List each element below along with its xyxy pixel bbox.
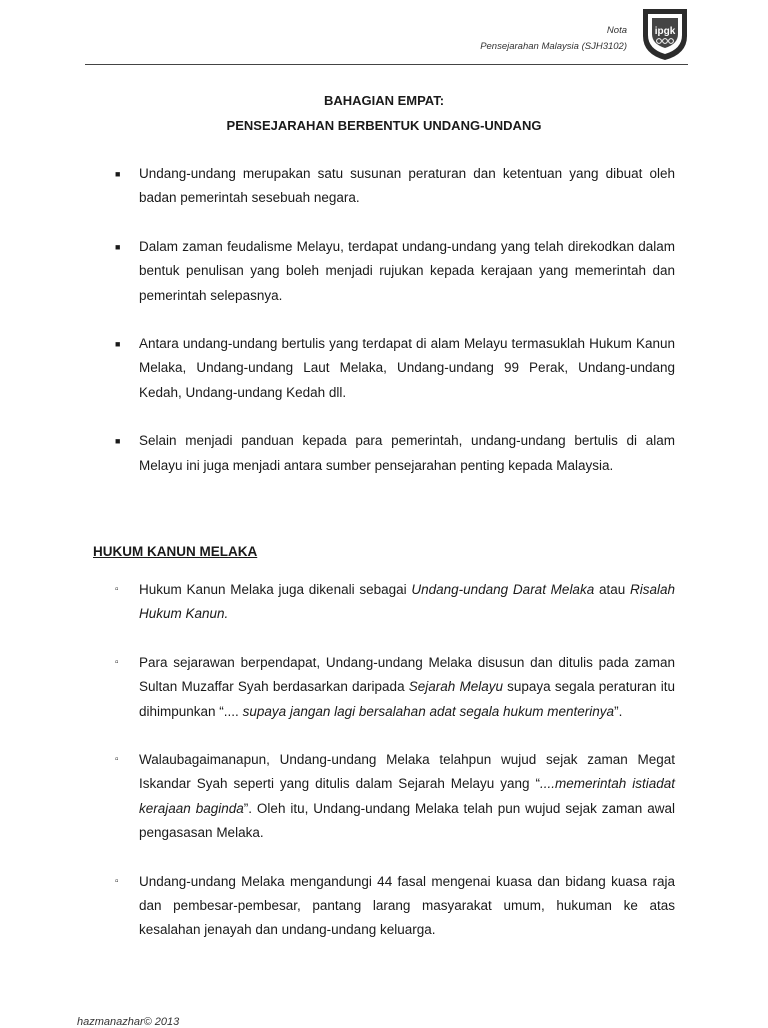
- paragraph-text: Selain menjadi panduan kepada para pemerintah, undang-undang bertulis di alam Melayu ini juga menjadi antara sumber pensejarahan penting kepada Malaysia.: [139, 433, 675, 473]
- page-subtitle: PENSEJARAHAN BERBENTUK UNDANG-UNDANG: [226, 118, 542, 133]
- list-item: [114, 235, 675, 308]
- header-nota: Nota: [606, 25, 627, 36]
- header-course-title: Pensejarahan Malaysia (SJH3102): [480, 41, 627, 52]
- list-item: ▫ Undang-undang Melaka mengandungi 44 fasal mengenai kuasa dan bidang kuasa raja dan pembesar-pembesar, pantang larang masyarakat umum, hukuman ke atas kesalahan jenayah dan undang-undang keluarga.: [114, 870, 675, 943]
- list-item: ▫ Hukum Kanun Melaka juga dikenali sebagai Undang-undang Darat Melaka atau Risalah Hukum Kanun.: [114, 578, 675, 627]
- square-bullet-icon: ■: [115, 436, 121, 447]
- list-item: [114, 429, 675, 478]
- square-bullet-icon: ■: [115, 339, 121, 350]
- svg-text:ipgk: ipgk: [654, 26, 676, 37]
- hollow-square-bullet-icon: ▫: [115, 875, 119, 887]
- square-bullet-icon: ■: [115, 241, 121, 252]
- list-item: [114, 332, 675, 405]
- page-title: BAHAGIAN EMPAT:: [323, 93, 445, 108]
- section-list: [114, 578, 675, 967]
- hollow-square-bullet-icon: ▫: [115, 754, 119, 766]
- list-item: [114, 162, 675, 211]
- paragraph-text: Dalam zaman feudalisme Melayu, terdapat undang-undang yang telah direkodkan dalam bentuk penulisan yang boleh menjadi rujukan kepada kerajaan yang memerintah dan pemerintah selepasnya.: [139, 238, 675, 303]
- square-bullet-icon: ■: [115, 169, 121, 179]
- institution-logo: [640, 6, 690, 62]
- footer-copyright: hazmanazhar© 2013: [77, 1016, 180, 1028]
- hollow-square-bullet-icon: ▫: [115, 656, 119, 668]
- paragraph-text: Undang-undang merupakan satu susunan peraturan dan ketentuan yang dibuat oleh badan pemerintah sesebuah negara.: [139, 166, 675, 206]
- hollow-square-bullet-icon: ▫: [115, 584, 119, 595]
- list-item: ▫ Para sejarawan berpendapat, Undang-undang Melaka disusun dan ditulis pada zaman Sultan Muzaffar Syah berdasarkan daripada Sejarah Melayu supaya segala peraturan itu dihimpunkan “.... supaya jangan lagi bersalahan adat segala hukum menterinya”.: [114, 651, 675, 724]
- paragraph-text: Antara undang-undang bertulis yang terdapat di alam Melayu termasuklah Hukum Kanun Melaka, Undang-undang Laut Melaka, Undang-undang 99 Perak, Undang-undang Kedah, Undang-undang Kedah dll.: [139, 336, 675, 400]
- list-item: ▫ Walaubagaimanapun, Undang-undang Melaka telahpun wujud sejak zaman Megat Iskandar Syah seperti yang ditulis dalam Sejarah Melayu yang “....memerintah istiadat kerajaan baginda”. Oleh itu, Undang-undang Melaka telah pun wujud sejak zaman awal pengasasan Melaka.: [114, 748, 675, 846]
- section-heading: HUKUM KANUN MELAKA: [93, 544, 258, 559]
- header-divider: [85, 64, 688, 65]
- intro-list: [114, 162, 675, 502]
